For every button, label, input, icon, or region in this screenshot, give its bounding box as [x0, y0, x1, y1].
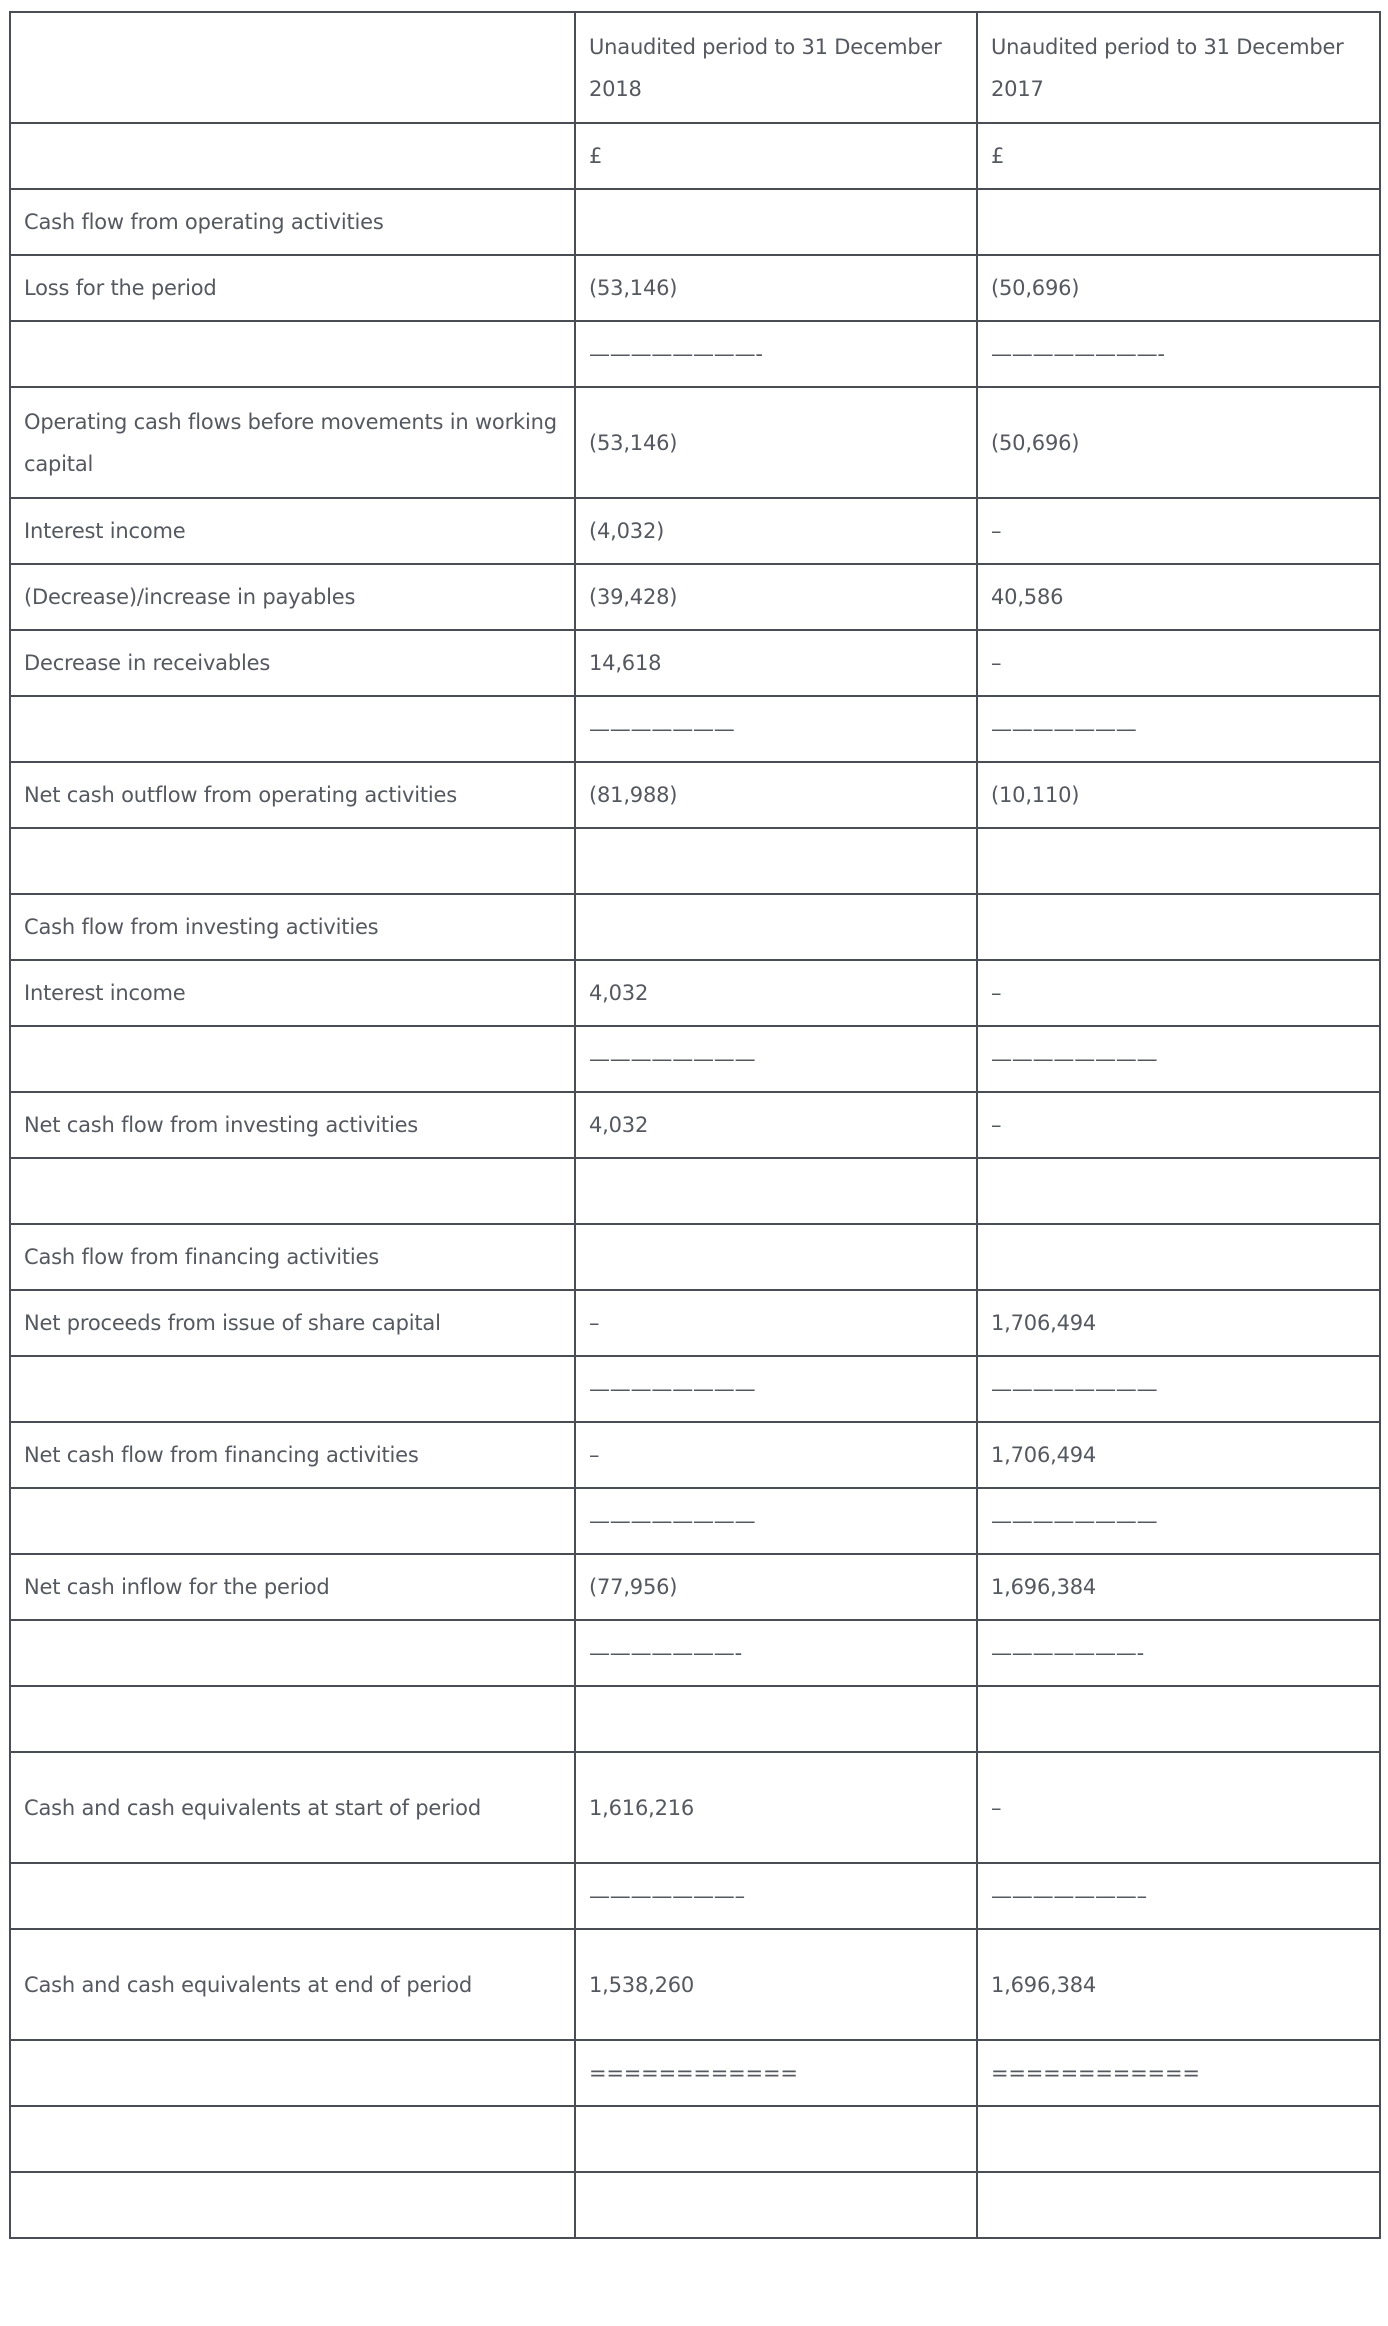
value-2018: ———————- [575, 1620, 977, 1686]
row-label: Net cash flow from investing activities [10, 1092, 575, 1158]
row-label: Net proceeds from issue of share capital [10, 1290, 575, 1356]
row-label [10, 1620, 575, 1686]
value-2017: ————————- [977, 321, 1380, 387]
row-label [10, 1356, 575, 1422]
row-label [10, 1158, 575, 1224]
value-2017: 40,586 [977, 564, 1380, 630]
value-2018 [575, 189, 977, 255]
row-label: Operating cash flows before movements in working capital [10, 387, 575, 498]
value-2018: ———————— [575, 1488, 977, 1554]
row-label: Cash flow from operating activities [10, 189, 575, 255]
value-2017: – [977, 498, 1380, 564]
table-row [10, 1092, 1380, 1158]
value-2017: ———————– [977, 1863, 1380, 1929]
row-label [10, 696, 575, 762]
row-label [10, 2040, 575, 2106]
value-2018: – [575, 1290, 977, 1356]
value-2017: 1,706,494 [977, 1290, 1380, 1356]
table-row [10, 960, 1380, 1026]
table-rule-row [10, 1026, 1380, 1092]
value-2018 [575, 894, 977, 960]
value-2017: – [977, 1092, 1380, 1158]
table-row [10, 123, 1380, 189]
value-2017: £ [977, 123, 1380, 189]
cash-flow-statement [9, 11, 1379, 2239]
value-2018: ———————– [575, 1863, 977, 1929]
value-2018: (81,988) [575, 762, 977, 828]
table-rule-row [10, 1488, 1380, 1554]
value-2018 [575, 2106, 977, 2172]
value-2018: ————————- [575, 321, 977, 387]
row-label: Cash and cash equivalents at end of period [10, 1929, 575, 2040]
value-2018 [575, 1224, 977, 1290]
value-2018: ——————— [575, 696, 977, 762]
value-2018: ============ [575, 2040, 977, 2106]
value-2018: – [575, 1422, 977, 1488]
row-label: Decrease in receivables [10, 630, 575, 696]
table-blank-row [10, 1158, 1380, 1224]
table-rule-row [10, 696, 1380, 762]
row-label: (Decrease)/increase in payables [10, 564, 575, 630]
row-label: Cash flow from investing activities [10, 894, 575, 960]
value-2017 [977, 189, 1380, 255]
value-2018: 4,032 [575, 960, 977, 1026]
table-row [10, 498, 1380, 564]
row-label [10, 1488, 575, 1554]
table-row [10, 387, 1380, 498]
value-2018: ———————— [575, 1026, 977, 1092]
row-label [10, 828, 575, 894]
value-2017 [977, 2106, 1380, 2172]
table-rule-row [10, 321, 1380, 387]
table-row [10, 564, 1380, 630]
value-2017 [977, 1686, 1380, 1752]
value-2018: ———————— [575, 1356, 977, 1422]
value-2018: £ [575, 123, 977, 189]
table-row [10, 1752, 1380, 1863]
table-row [10, 762, 1380, 828]
row-label [10, 1686, 575, 1752]
row-label [10, 2106, 575, 2172]
table-row [10, 1929, 1380, 2040]
value-2017 [977, 1224, 1380, 1290]
row-label: Cash and cash equivalents at start of period [10, 1752, 575, 1863]
header-label-column [10, 12, 575, 123]
header-2017-column: Unaudited period to 31 December 2017 [977, 12, 1380, 123]
row-label: Net cash outflow from operating activities [10, 762, 575, 828]
value-2017: ———————— [977, 1488, 1380, 1554]
row-label: Loss for the period [10, 255, 575, 321]
table-row [10, 1422, 1380, 1488]
row-label [10, 123, 575, 189]
table-rule-row [10, 1863, 1380, 1929]
value-2018: 14,618 [575, 630, 977, 696]
value-2018 [575, 1686, 977, 1752]
table-row [10, 1224, 1380, 1290]
row-label: Net cash flow from financing activities [10, 1422, 575, 1488]
table-blank-row [10, 2172, 1380, 2238]
table-rule-row [10, 2040, 1380, 2106]
value-2017: ——————— [977, 696, 1380, 762]
value-2018: (53,146) [575, 387, 977, 498]
value-2017: ———————- [977, 1620, 1380, 1686]
row-label [10, 1863, 575, 1929]
value-2018: 1,616,216 [575, 1752, 977, 1863]
row-label [10, 2172, 575, 2238]
value-2017: ———————— [977, 1026, 1380, 1092]
value-2017: (50,696) [977, 255, 1380, 321]
value-2018: (39,428) [575, 564, 977, 630]
table-row [10, 1290, 1380, 1356]
row-label: Cash flow from financing activities [10, 1224, 575, 1290]
value-2017: – [977, 630, 1380, 696]
value-2017: 1,696,384 [977, 1554, 1380, 1620]
value-2017: 1,696,384 [977, 1929, 1380, 2040]
value-2017 [977, 828, 1380, 894]
value-2018: 4,032 [575, 1092, 977, 1158]
table-blank-row [10, 828, 1380, 894]
value-2017: 1,706,494 [977, 1422, 1380, 1488]
value-2017 [977, 894, 1380, 960]
table-header-row [10, 12, 1380, 123]
table-row [10, 1554, 1380, 1620]
value-2018 [575, 1158, 977, 1224]
row-label [10, 1026, 575, 1092]
value-2017 [977, 2172, 1380, 2238]
table-row [10, 189, 1380, 255]
value-2017: – [977, 960, 1380, 1026]
value-2017: (10,110) [977, 762, 1380, 828]
value-2017: – [977, 1752, 1380, 1863]
row-label: Net cash inflow for the period [10, 1554, 575, 1620]
table-rule-row [10, 1356, 1380, 1422]
value-2017: (50,696) [977, 387, 1380, 498]
value-2017: ———————— [977, 1356, 1380, 1422]
table-row [10, 894, 1380, 960]
value-2018 [575, 2172, 977, 2238]
value-2017 [977, 1158, 1380, 1224]
value-2018: 1,538,260 [575, 1929, 977, 2040]
row-label [10, 321, 575, 387]
table-blank-row [10, 2106, 1380, 2172]
table-row [10, 255, 1380, 321]
table-blank-row [10, 1686, 1380, 1752]
cash-flow-table [9, 11, 1381, 2239]
table-rule-row [10, 1620, 1380, 1686]
header-2018-column: Unaudited period to 31 December 2018 [575, 12, 977, 123]
value-2018: (53,146) [575, 255, 977, 321]
value-2018: (77,956) [575, 1554, 977, 1620]
table-row [10, 630, 1380, 696]
value-2017: ============ [977, 2040, 1380, 2106]
value-2018: (4,032) [575, 498, 977, 564]
row-label: Interest income [10, 960, 575, 1026]
value-2018 [575, 828, 977, 894]
row-label: Interest income [10, 498, 575, 564]
